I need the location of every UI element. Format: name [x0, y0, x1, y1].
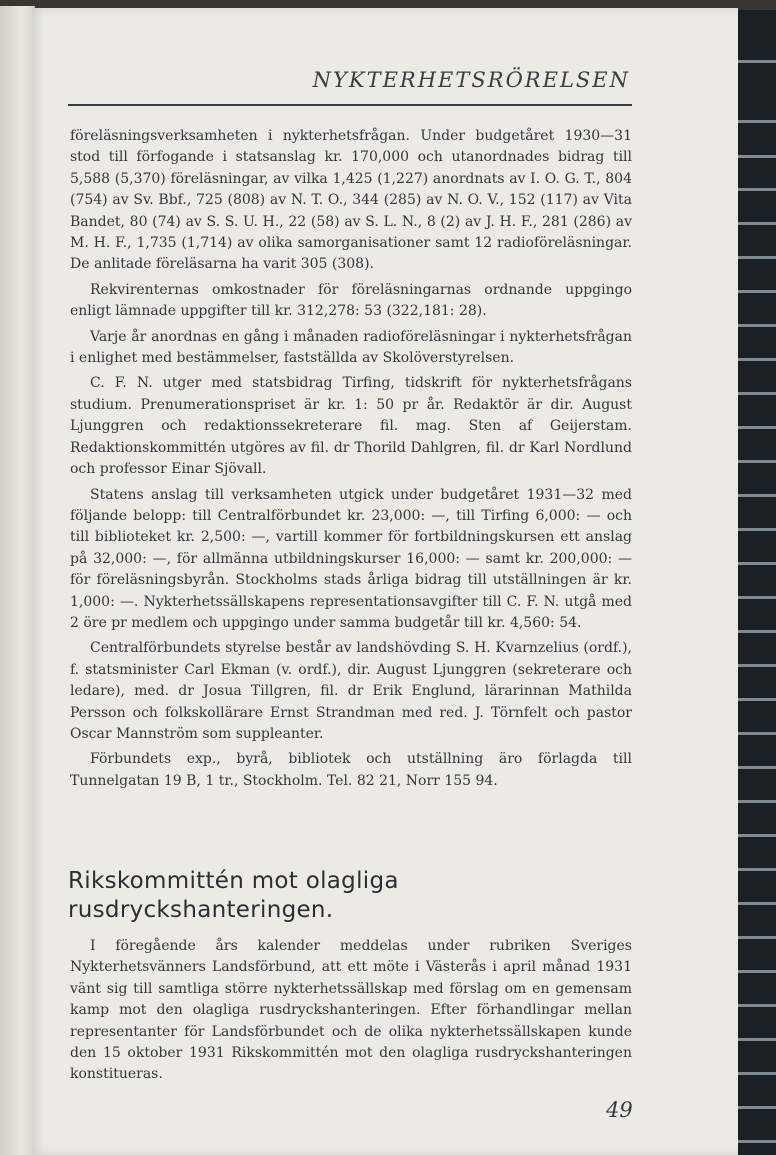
binder-edge: [738, 10, 776, 1155]
book-page: [32, 8, 738, 1155]
paragraph-lecture-stats: föreläsningsverksamheten i nykterhetsfrågan. Under budgetåret 1930—31 stod till förfogande i statsanslag kr. 170,000 och utanordnades bidrag till 5,588 (5,370) föreläsningar, av vilka 1,425 (1,227) anordnats av I. O. G. T., 804 (754) av Sv. Bbf., 725 (808) av N. T. O., 344 (285) av N. O. V., 152 (117) av Vita Bandet, 80 (74) av S. S. U. H., 22 (58) av S. L. N., 8 (2) av J. H. F., 281 (286) av M. H. F., 1,735 (1,714) av olika samorganisationer samt 12 radioföreläsningar. De anlitade föreläsarna ha varit 305 (308).: [70, 128, 632, 273]
section-body: [70, 936, 632, 1086]
paragraph-board: Centralförbundets styrelse består av landshövding S. H. Kvarnzelius (ordf.), f. statsminister Carl Ekman (v. ordf.), dir. August Ljunggren (sekreterare och ledare), med. dr Josua Tillgren, fil. dr Erik Englund, lärarinnan Mathilda Persson och folkskollärare Ernst Strandman med red. J. Törnfelt och pastor Oscar Mannström som suppleanter.: [70, 640, 632, 742]
paragraph-radio-lectures: Varje år anordnas en gång i månaden radioföreläsningar i nykterhetsfrågan i enlighet med bestämmelser, fastställda av Skolöverstyrelsen.: [70, 328, 632, 367]
paragraph-address: Förbundets exp., byrå, bibliotek och utställning äro förlagda till Tunnelgatan 19 B, 1 tr., Stockholm. Tel. 82 21, Norr 155 94.: [70, 751, 632, 789]
running-head: NYKTERHETSRÖRELSEN: [312, 68, 630, 92]
body-text: [70, 126, 632, 796]
section-paragraph: I föregående års kalender meddelas under rubriken Sveriges Nykterhetsvänners Landsförbund, att ett möte i Västerås i april månad 1931 vänt sig till samtliga större nykterhetssällskap med förslag om en gemensam kamp mot den olagliga rusdryckshanteringen. Efter förhandlingar mellan representanter för Landsförbundet och de olika nykterhetssällskapen kunde den 15 oktober 1931 Rikskommittén mot den olagliga rusdryckshanteringen konstitueras.: [70, 938, 632, 1083]
section-heading: Rikskommittén mot olagliga rusdryckshanteringen.: [68, 868, 399, 923]
page-number: 49: [606, 1098, 633, 1122]
paragraph-tirfing: C. F. N. utger med statsbidrag Tirfing, tidskrift för nykterhetsfrågans studium. Prenumerationspriset är kr. 1: 50 pr år. Redaktör är dir. August Ljunggren och redaktionssekreterare fil. mag. Sten af Geijerstam. Redaktionskommittén utgöres av fil. dr Thorild Dahlgren, fil. dr Karl Nordlund och professor Einar Sjövall.: [70, 375, 632, 478]
paragraph-requisitioner-costs: Rekvirenternas omkostnader för föreläsningarnas ordnande uppgingo enligt lämnade uppgifter till kr. 312,278: 53 (322,181: 28).: [70, 281, 632, 320]
header-rule: [68, 104, 632, 106]
paragraph-state-grants: Statens anslag till verksamheten utgick under budgetåret 1931—32 med följande belopp: till Centralförbundet kr. 23,000: —, till Tirfing 6,000: — och till biblioteket kr. 2,500: —, vartill kommer för fortbildningskursen ett anslag på 32,000: —, för allmänna utbildningskurser 16,000: — samt kr. 200,000: — för föreläsningsbyrån. Stockholms stads årliga bidrag till utställningen är kr. 1,000: —. Nykterhetssällskapens representationsavgifter till C. F. N. utgå med 2 öre pr medlem och uppgingo under samma budgetår till kr. 4,560: 54.: [70, 486, 632, 631]
facing-page-edge: [0, 6, 35, 1155]
